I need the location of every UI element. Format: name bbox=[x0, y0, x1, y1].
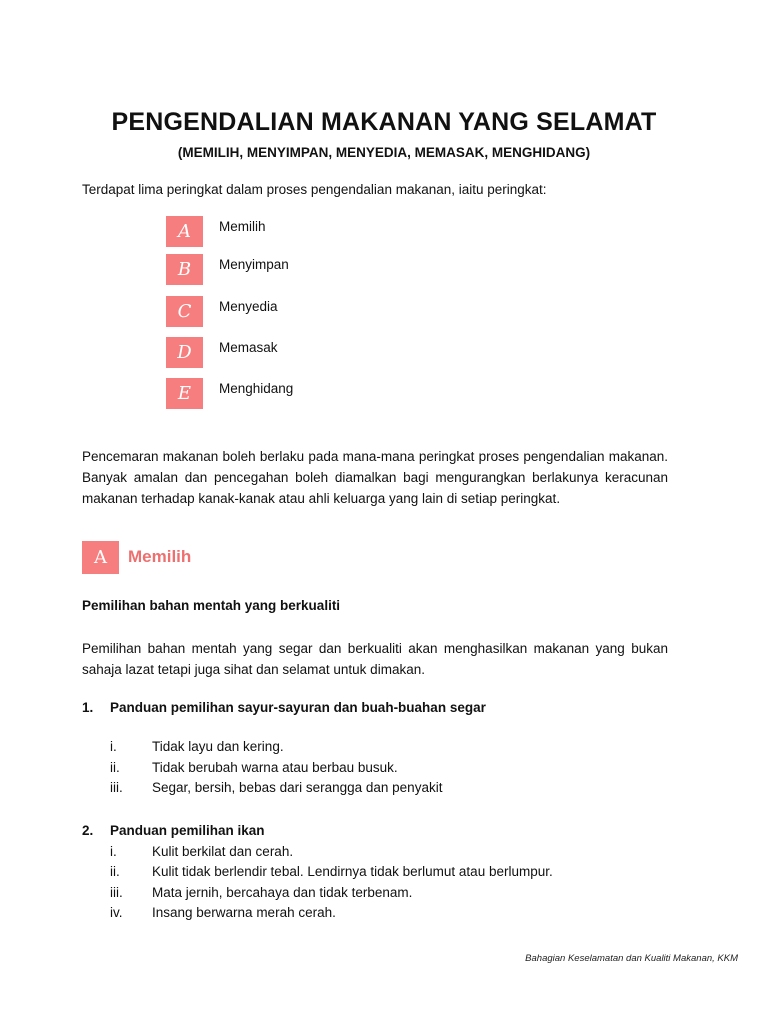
stage-item bbox=[166, 216, 466, 248]
stage-label: Memilih bbox=[219, 219, 266, 234]
paragraph-contamination: Pencemaran makanan boleh berlaku pada mana-mana peringkat proses pengendalian makanan. Banyak amalan dan pencegahan boleh diamalkan bagi mengurangkan berlakunya keracunan makanan terhadap kanak-kanak atau ahli keluarga yang lain di setiap peringkat. bbox=[82, 449, 668, 506]
item-numeral: iv. bbox=[110, 905, 123, 920]
stage-item bbox=[166, 337, 466, 369]
page-subtitle: (MEMILIH, MENYIMPAN, MENYEDIA, MEMASAK, MENGHIDANG) bbox=[177, 145, 591, 160]
paragraph-selection: Pemilihan bahan mentah yang segar dan berkualiti akan menghasilkan makanan yang bukan sahaja lazat tetapi juga sihat dan selamat untuk dimakan. bbox=[82, 641, 668, 677]
stage-label: Menghidang bbox=[219, 381, 294, 396]
stage-letter-badge: E bbox=[166, 378, 203, 409]
guide-title: Panduan pemilihan sayur-sayuran dan buah-buahan segar bbox=[110, 700, 486, 715]
item-text: Tidak berubah warna atau berbau busuk. bbox=[152, 760, 398, 775]
item-numeral: i. bbox=[110, 844, 117, 859]
page-title: PENGENDALIAN MAKANAN YANG SELAMAT bbox=[111, 108, 657, 136]
stage-letter-badge: A bbox=[166, 216, 203, 247]
guide-number: 1. bbox=[82, 700, 94, 715]
guide-number: 2. bbox=[82, 823, 94, 838]
item-numeral: ii. bbox=[110, 864, 120, 879]
footer-credit: Bahagian Keselamatan dan Kualiti Makanan, KKM bbox=[525, 953, 738, 964]
stage-item bbox=[166, 378, 466, 410]
stage-label: Menyedia bbox=[219, 299, 278, 314]
item-text: Kulit tidak berlendir tebal. Lendirnya tidak berlumut atau berlumpur. bbox=[152, 864, 553, 879]
item-numeral: ii. bbox=[110, 760, 120, 775]
item-numeral: i. bbox=[110, 739, 117, 754]
stage-item bbox=[166, 254, 466, 286]
item-text: Tidak layu dan kering. bbox=[152, 739, 284, 754]
stage-letter-badge: B bbox=[166, 254, 203, 285]
item-text: Segar, bersih, bebas dari serangga dan penyakit bbox=[152, 780, 443, 795]
item-text: Mata jernih, bercahaya dan tidak terbenam. bbox=[152, 885, 413, 900]
section-letter-badge: A bbox=[82, 541, 119, 574]
stage-letter-badge: D bbox=[166, 337, 203, 368]
item-numeral: iii. bbox=[110, 885, 123, 900]
stage-label: Memasak bbox=[219, 340, 278, 355]
section-title: Memilih bbox=[128, 547, 192, 566]
stage-letter-badge: C bbox=[166, 296, 203, 327]
stage-item bbox=[166, 296, 466, 328]
subheading: Pemilihan bahan mentah yang berkualiti bbox=[82, 598, 341, 613]
intro-text: Terdapat lima peringkat dalam proses pengendalian makanan, iaitu peringkat: bbox=[82, 182, 547, 197]
item-text: Insang berwarna merah cerah. bbox=[152, 905, 336, 920]
guide-title: Panduan pemilihan ikan bbox=[110, 823, 265, 838]
item-numeral: iii. bbox=[110, 780, 123, 795]
item-text: Kulit berkilat dan cerah. bbox=[152, 844, 294, 859]
stage-label: Menyimpan bbox=[219, 257, 289, 272]
